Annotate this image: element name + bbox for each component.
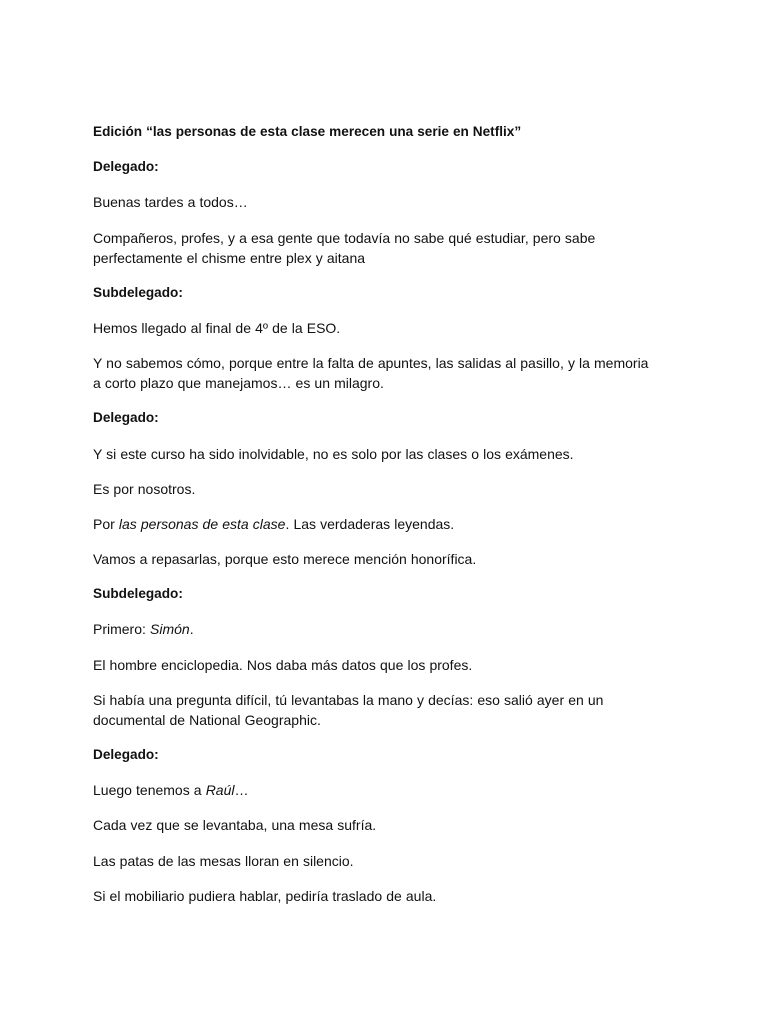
speaker-heading [93,283,653,303]
body-paragraph [93,851,653,871]
body-paragraph [93,549,653,569]
paragraph-text: Delegado: [93,159,159,175]
paragraph-text: Delegado: [93,410,159,426]
emphasis-text: Simón [150,621,190,638]
body-paragraph [93,514,653,534]
body-paragraph [93,353,653,393]
paragraph-text: El hombre enciclopedia. Nos daba más datos que los profes. [93,656,473,673]
body-paragraph [93,318,653,338]
paragraph-text: Si el mobiliario pudiera hablar, pediría traslado de aula. [93,887,437,904]
paragraph-text: Las patas de las mesas lloran en silencio. [93,852,354,869]
paragraph-text: Compañeros, profes, y a esa gente que todavía no sabe qué estudiar, pero sabe perfectamente el chisme entre plex y aitana [93,229,596,266]
paragraph-text: Subdelegado: [93,586,183,602]
body-paragraph [93,619,653,639]
body-paragraph [93,655,653,675]
speaker-heading [93,157,653,177]
speaker-heading [93,408,653,428]
emphasis-text: las personas de esta clase [118,515,286,532]
emphasis-text: Raúl [205,782,235,799]
paragraph-text: Subdelegado: [93,284,183,300]
paragraph-text: Delegado: [93,747,159,762]
body-paragraph [93,886,653,906]
paragraph-text: Hemos llegado al final de 4º de la ESO. [93,319,341,336]
speaker-heading [93,745,653,765]
speaker-heading [93,584,653,604]
paragraph-text: . [189,621,194,638]
body-paragraph [93,192,653,212]
paragraph-text: Si había una pregunta difícil, tú levantabas la mano y decías: eso salió ayer en un documental de National Geographic. [93,691,604,728]
body-paragraph [93,815,653,835]
body-paragraph [93,228,653,268]
paragraph-text: Por [93,515,119,532]
paragraph-text: Y si este curso ha sido inolvidable, no es solo por las clases o los exámenes. [93,445,574,462]
document-body [93,122,653,921]
speaker-heading [93,122,653,142]
paragraph-text: … [234,782,249,799]
paragraph-text: Cada vez que se levantaba, una mesa sufría. [93,817,377,834]
paragraph-text: Edición “las personas de esta clase merecen una serie en Netflix” [93,124,522,139]
body-paragraph [93,780,653,800]
body-paragraph [93,444,653,464]
paragraph-text: Primero: [93,621,150,638]
body-paragraph [93,479,653,499]
paragraph-text: Luego tenemos a [93,782,206,799]
paragraph-text: Buenas tardes a todos… [93,194,248,211]
paragraph-text: . Las verdaderas leyendas. [285,515,455,532]
paragraph-text: Vamos a repasarlas, porque esto merece mención honorífica. [93,551,477,568]
body-paragraph [93,690,653,730]
paragraph-text: Es por nosotros. [93,480,196,497]
paragraph-text: Y no sabemos cómo, porque entre la falta de apuntes, las salidas al pasillo, y la memoria a corto plazo que manejamos… es un milagro. [93,355,649,392]
